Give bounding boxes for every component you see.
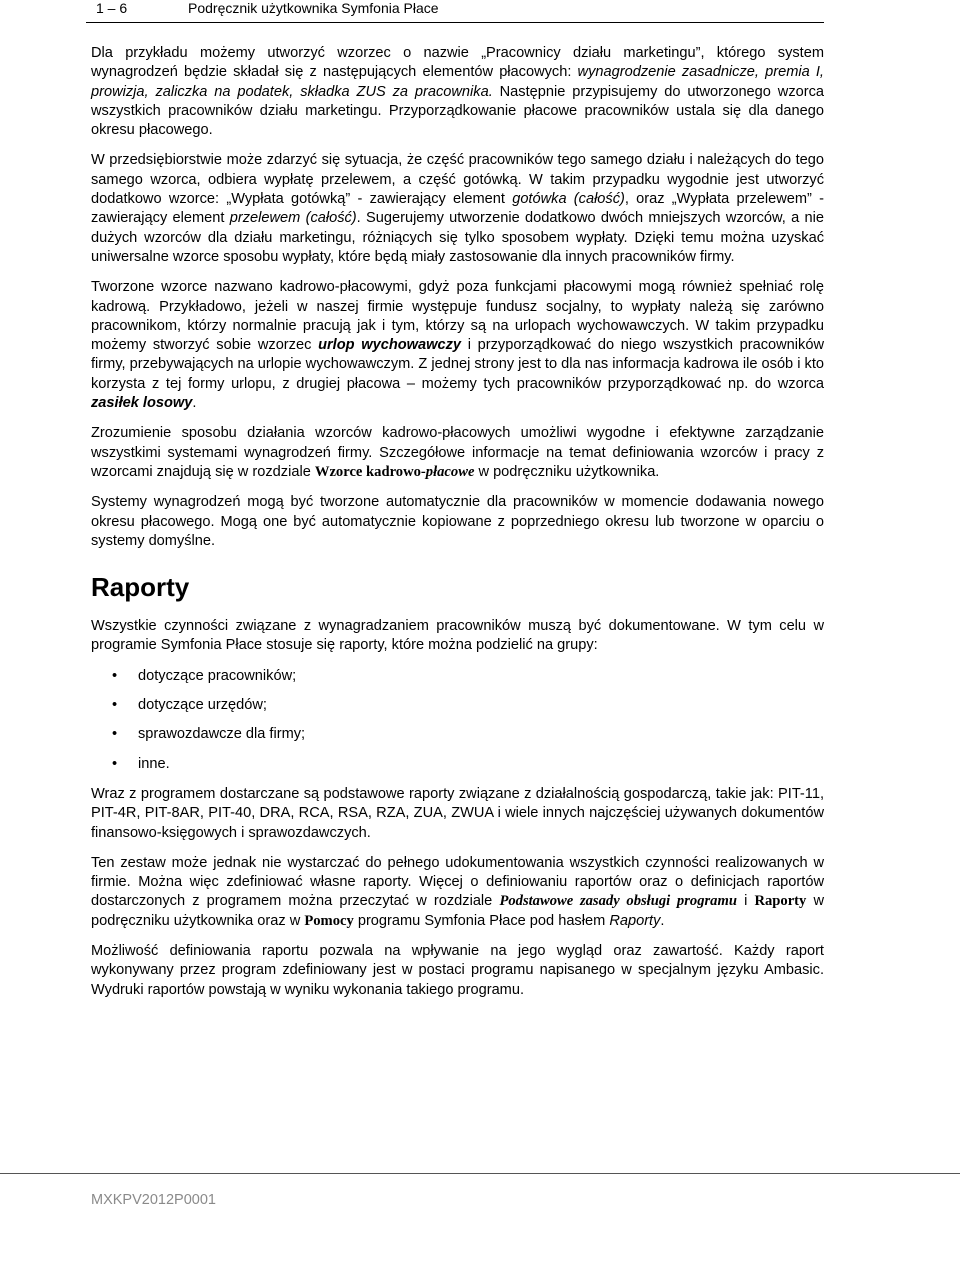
paragraph-5: Systemy wynagrodzeń mogą być tworzone automatycznie dla pracowników w momencie dodawania nowego okresu płacowego. Mogą one być automatycznie kopiowane z poprzedniego okresu lub tworzone w oparciu o systemy domyślne. xyxy=(91,494,824,549)
paragraph-4: Zrozumienie sposobu działania wzorców kadrowo-płacowych umożliwi wygodne i efektywne zarządzanie wszystkimi systemami wynagrodzeń firmy. Szczegółowe informacje na temat definiowania wzorców i pracy z wzorcami znajdują się w rozdziale Wzorce kadrowo-płacowe w podręczniku użytkownika. xyxy=(91,425,824,480)
chapter-reference: Podstawowe zasady obsługi programu xyxy=(499,893,737,910)
list-item: • dotyczące urzędów; xyxy=(91,696,824,715)
manual-reference: Raporty xyxy=(754,893,807,910)
paragraph-2: W przedsiębiorstwie może zdarzyć się sytuacja, że część pracowników tego samego działu i należących do tego samego wzorca, odbiera wypłatę przelewem, a część gotówką. W takim przypadku wygodnie jest utworzyć dodatkowo wzorce: „Wypłata gotówką” - zawierający element gotówka (całość), oraz „Wypłata przelewem” - zawierający element przelewem (całość). Sugerujemy utworzenie dodatkowo dwóch mniejszych wzorców, a nie dużych wzorców dla działu marketingu, różniących się tylko sposobem wypłaty. Dzięki temu można uzyskać uniwersalne wzorce sposobu wypłaty, które będą miały zastosowanie dla innych pracowników firmy. xyxy=(91,152,825,265)
chapter-reference: Wzorce kadrowo- xyxy=(314,463,426,480)
list-item: • sprawozdawcze dla firmy; xyxy=(91,725,824,744)
paragraph-8: Ten zestaw może jednak nie wystarczać do pełnego udokumentowania wszystkich czynności realizowanych w firmie. Można więc zdefiniować własne raporty. Więcej o definiowaniu raportów oraz o definicjach raportów dostarczonych z programem można przeczytać w rozdziale Podstawowe zasady obsługi programu i Raporty w podręczniku użytkownika oraz w Pomocy programu Symfonia Płace pod hasłem Raporty. xyxy=(91,854,825,929)
paragraph-9: Możliwość definiowania raportu pozwala na wpływanie na jego wygląd oraz zawartość. Każdy raport wykonywany przez program zdefiniowany jest w postaci programu napisanego w specjalnym języku Ambasic. Wydruki raportów powstają w wyniku wykonania takiego programu. xyxy=(91,942,824,998)
list-item: • dotyczące pracowników; xyxy=(91,667,824,686)
paragraph-6: Wszystkie czynności związane z wynagradzaniem pracowników muszą być dokumentowane. W tym celu w programie Symfonia Płace stosuje się raporty, które można podzielić na grupy: xyxy=(91,618,824,654)
bullet-icon: • xyxy=(112,755,118,772)
page-number: 1 – 6 xyxy=(96,0,128,16)
bullet-icon: • xyxy=(112,726,118,743)
list-item: • inne. xyxy=(91,755,824,774)
paragraph-1: Dla przykładu możemy utworzyć wzorzec o nazwie „Pracownicy działu marketingu”, którego system wynagrodzeń będzie składał się z następujących elementów płacowych: wynagrodzenie zasadnicze, premia I, prowizja, zaliczka na podatek, składka ZUS za pracownika. Następnie przypisujemy do utworzonego wzorca wszystkich pracowników działu marketingu. Przyporządkowanie płacowe pracowników ustala się dla danego okresu płacowego. xyxy=(91,45,825,139)
bullet-icon: • xyxy=(112,697,118,714)
help-reference: Pomocy xyxy=(304,912,354,929)
paragraph-7: Wraz z programem dostarczane są podstawowe raporty związane z działalnością gospodarczą, takie jak: PIT-11, PIT-4R, PIT-8AR, PIT-40, DRA, RCA, RSA, RZA, ZUA, ZWUA i wiele innych najczęściej używanych dokumentów finansowo-księgowych i sprawozdawczych. xyxy=(91,785,824,841)
footer-divider xyxy=(0,1173,960,1174)
section-title: Raporty xyxy=(91,572,190,603)
document-code: MXKPV2012P0001 xyxy=(91,1192,216,1208)
header-title: Podręcznik użytkownika Symfonia Płace xyxy=(188,0,439,16)
bullet-icon: • xyxy=(112,667,118,684)
paragraph-3: Tworzone wzorce nazwano kadrowo-płacowymi, gdyż poza funkcjami płacowymi mogą również spełniać rolę kadrową. Przykładowo, jeżeli w naszej firmie występuje fundusz socjalny, to wypłaty należą się zarówno pracownikom, którzy normalnie pracują jak i tym, którzy są na urlopach wychowawczych. W takim przypadku możemy stworzyć sobie wzorzec urlop wychowawczy i przyporządkować do niego wszystkich pracowników firmy, przebywających na urlopie wychowawczym. Z jednej strony jest to dla nas informacja kadrowa ile osób i kto korzysta z tej formy urlopu, z drugiej płacowa – możemy tych pracowników przyporządkować np. do wzorca zasiłek losowy. xyxy=(91,279,824,412)
page-header xyxy=(86,0,824,23)
document-body xyxy=(91,44,824,1011)
report-groups-list xyxy=(91,667,824,774)
